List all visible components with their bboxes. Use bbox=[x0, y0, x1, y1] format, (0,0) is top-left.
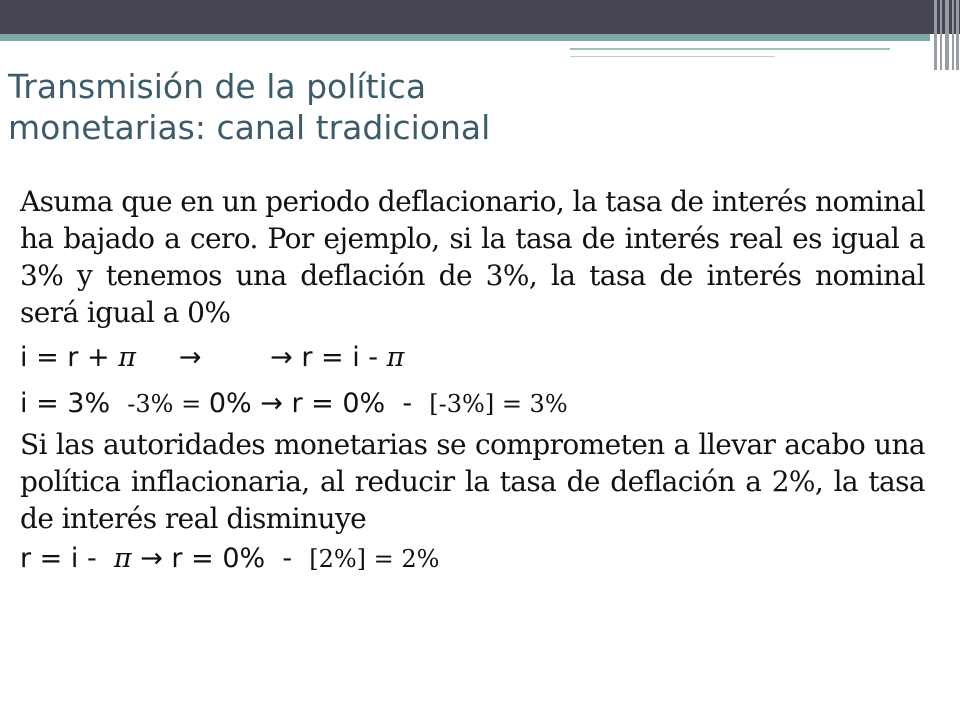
paragraph-inflationary-policy: Si las autoridades monetarias se comprometen a llevar acabo una política inflacionaria, al reducir la tasa de deflación a 2%, la tasa de interés real disminuye bbox=[20, 428, 925, 535]
pi-symbol: π bbox=[118, 342, 136, 373]
right-edge-stripes bbox=[930, 0, 960, 70]
slide-title-line-2: monetarias: canal tradicional bbox=[8, 108, 491, 147]
slide-title-line-1: Transmisión de la política bbox=[8, 67, 427, 106]
slide-body bbox=[20, 183, 925, 579]
slide-title bbox=[8, 66, 908, 148]
accent-thin-line-secondary bbox=[570, 56, 775, 57]
formula-part: 0% → r = 0% - bbox=[208, 388, 430, 419]
formula-fisher-lhs: i = r + bbox=[20, 342, 119, 373]
formula-part: [2%] = 2% bbox=[309, 545, 440, 573]
accent-line bbox=[0, 34, 930, 41]
pi-symbol: π bbox=[113, 543, 132, 574]
formula-part: [-3%] = 3% bbox=[429, 390, 568, 418]
accent-thin-line bbox=[570, 48, 890, 50]
top-decorative-bar bbox=[0, 0, 960, 34]
formula-fisher-arrows: → → r = i - bbox=[135, 342, 387, 373]
formula-part: i = 3% bbox=[20, 388, 128, 419]
formula-part: -3% = bbox=[127, 390, 209, 418]
formula-fisher-equation bbox=[20, 338, 925, 378]
formula-zero-nominal-rate bbox=[20, 384, 925, 424]
paragraph-deflation-scenario: Asuma que en un periodo deflacionario, la tasa de interés nominal ha bajado a cero. Por ejemplo, si la tasa de interés real es igual a 3% y tenemos una deflación de 3%, la tasa de interés nominal será igual a 0% bbox=[20, 185, 925, 329]
formula-part: r = i - bbox=[20, 543, 114, 574]
pi-symbol: π bbox=[386, 342, 405, 373]
formula-real-rate bbox=[20, 539, 925, 579]
formula-part: → r = 0% - bbox=[131, 543, 310, 574]
